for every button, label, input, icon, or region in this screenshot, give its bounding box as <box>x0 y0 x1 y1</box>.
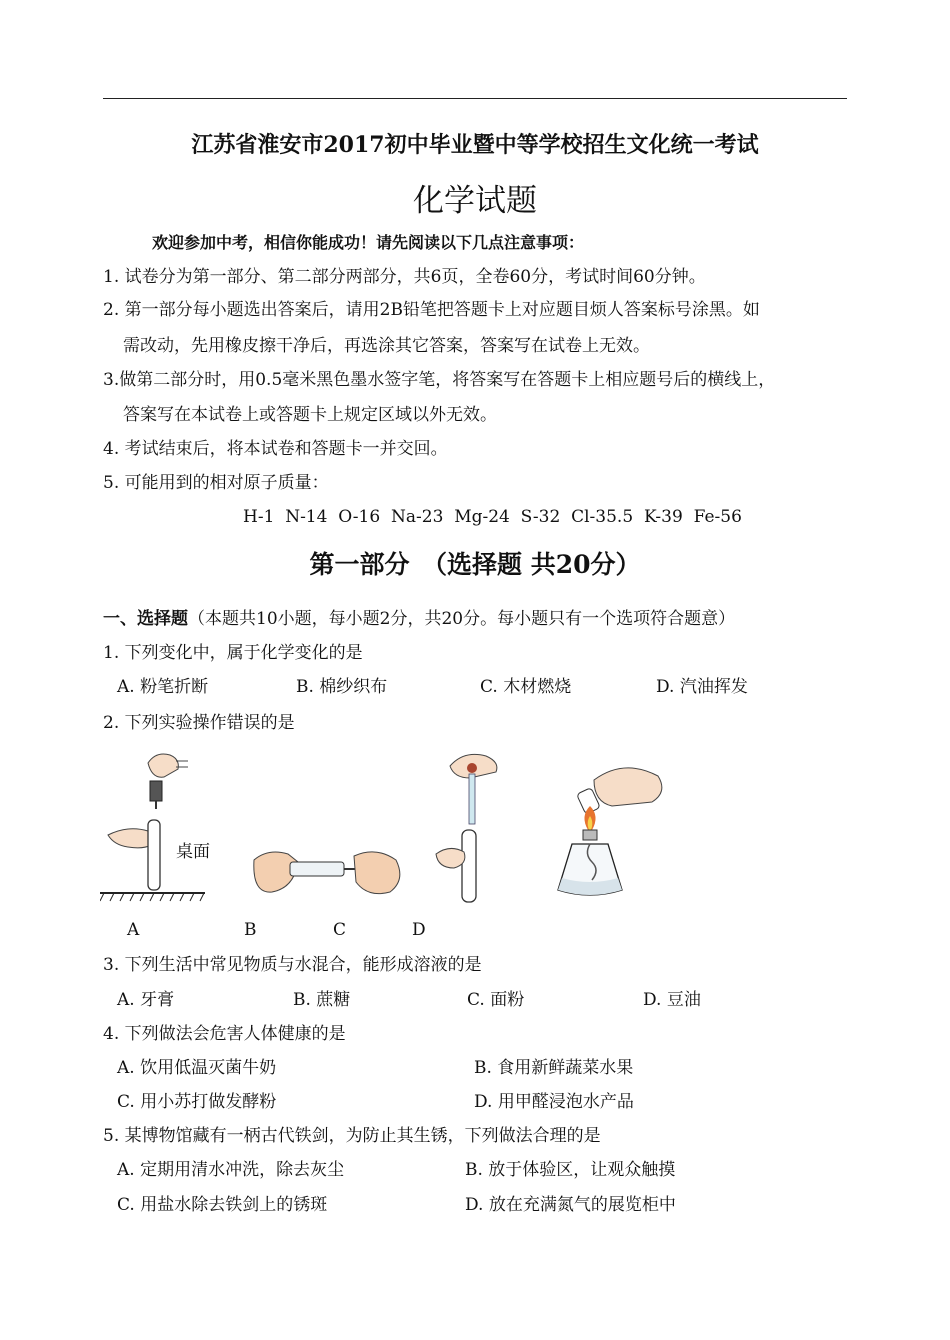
note-4: 4. 考试结束后，将本试卷和答题卡一并交回。 <box>103 439 448 459</box>
figure-label-a: A <box>127 920 140 940</box>
figure-label-b: B <box>244 920 257 940</box>
q5-option-d: D. 放在充满氮气的展览柜中 <box>465 1195 676 1215</box>
top-rule <box>103 98 847 99</box>
q4-option-d: D. 用甲醛浸泡水产品 <box>474 1092 634 1112</box>
figure-c-dropper-icon <box>430 750 520 910</box>
part1-title: 第一部分 （选择题 共20分） <box>309 550 641 579</box>
section-label: 一、选择题 <box>103 609 188 629</box>
figure-d-lamp-icon <box>540 760 670 910</box>
section-desc: （本题共10小题，每小题2分，共20分。每小题只有一个选项符合题意） <box>188 609 736 629</box>
figure-b-tube-icon <box>250 840 410 910</box>
q4-option-c: C. 用小苏打做发酵粉 <box>117 1092 277 1112</box>
welcome-text: 欢迎参加中考，相信你能成功！请先阅读以下几点注意事项： <box>152 233 585 252</box>
subject-title: 化学试题 <box>413 183 537 219</box>
question-3-stem: 3. 下列生活中常见物质与水混合，能形成溶液的是 <box>103 955 482 975</box>
q1-option-b: B. 棉纱织布 <box>296 677 388 697</box>
figure-a-table-label: 桌面 <box>176 842 210 862</box>
question-1-stem: 1. 下列变化中，属于化学变化的是 <box>103 643 363 663</box>
note-3: 3.做第二部分时，用0.5毫米黑色墨水签字笔，将答案写在答题卡上相应题号后的横线上， <box>103 370 776 390</box>
q5-option-c: C. 用盐水除去铁剑上的锈斑 <box>117 1195 328 1215</box>
question-2-stem: 2. 下列实验操作错误的是 <box>103 713 295 733</box>
note-2: 2. 第一部分每小题选出答案后，请用2B铅笔把答题卡上对应题目烦人答案标号涂黑。如 <box>103 300 760 320</box>
q1-option-c: C. 木材燃烧 <box>480 677 572 697</box>
question-5-stem: 5. 某博物馆藏有一柄古代铁剑，为防止其生锈，下列做法合理的是 <box>103 1126 601 1146</box>
note-5: 5. 可能用到的相对原子质量： <box>103 473 329 493</box>
q4-option-a: A. 饮用低温灭菌牛奶 <box>117 1058 277 1078</box>
figure-a-dropper-icon <box>100 745 240 910</box>
note-2-cont: 需改动，先用橡皮擦干净后，再选涂其它答案，答案写在试卷上无效。 <box>123 336 650 356</box>
q3-option-a: A. 牙膏 <box>117 990 175 1010</box>
q3-option-b: B. 蔗糖 <box>293 990 351 1010</box>
q3-option-c: C. 面粉 <box>467 990 525 1010</box>
figure-label-d: D <box>412 920 426 940</box>
q1-option-d: D. 汽油挥发 <box>656 677 748 697</box>
atomic-masses: H-1 N-14 O-16 Na-23 Mg-24 S-32 Cl-35.5 K-39 Fe-56 <box>243 507 742 527</box>
q5-option-a: A. 定期用清水冲洗，除去灰尘 <box>117 1160 345 1180</box>
q2-figures <box>100 745 680 915</box>
q4-option-b: B. 食用新鲜蔬菜水果 <box>474 1058 634 1078</box>
q1-option-a: A. 粉笔折断 <box>117 677 209 697</box>
note-3-cont: 答案写在本试卷上或答题卡上规定区域以外无效。 <box>123 405 497 425</box>
note-1: 1. 试卷分为第一部分、第二部分两部分，共6页，全卷60分，考试时间60分钟。 <box>103 267 706 287</box>
figure-label-c: C <box>333 920 347 940</box>
q5-option-b: B. 放于体验区，让观众触摸 <box>465 1160 676 1180</box>
question-4-stem: 4. 下列做法会危害人体健康的是 <box>103 1024 346 1044</box>
section-header <box>103 608 735 630</box>
exam-title: 江苏省淮安市2017初中毕业暨中等学校招生文化统一考试 <box>191 132 759 158</box>
q3-option-d: D. 豆油 <box>643 990 701 1010</box>
